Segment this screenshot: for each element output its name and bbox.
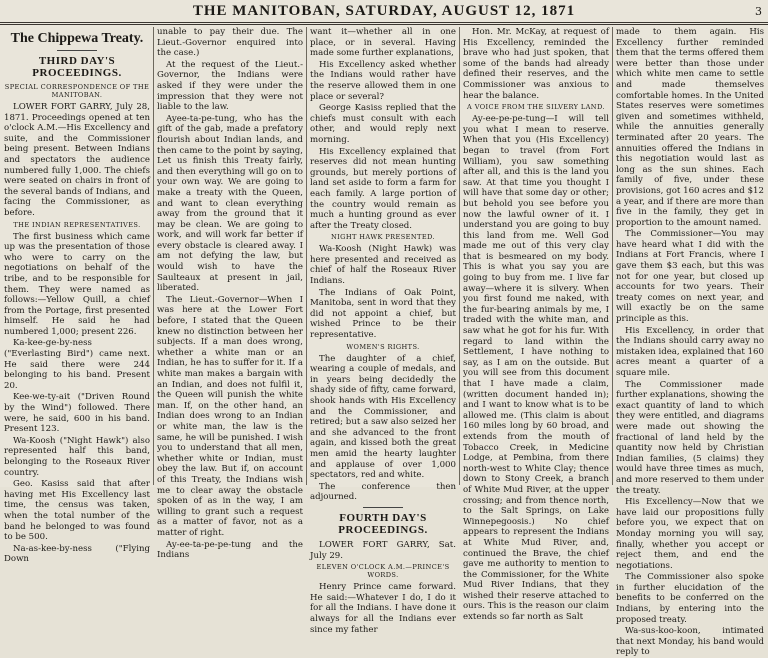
- paragraph: The Indians of Oak Point, Manitoba, sent in word that they did not appoint a chief, but wished Prince to be their representative.: [310, 287, 456, 341]
- column-rule: [459, 27, 460, 485]
- paragraph: unable to pay their due. The Lieut.-Governor enquired into the case.): [157, 27, 303, 59]
- paragraph: Geo. Kasiss said that after having met His Excellency last time, the census was taken, when the total number of the band he belonged to was found to be 500.: [4, 479, 150, 543]
- column-3: [310, 27, 456, 635]
- article-heading: The Chippewa Treaty.: [10, 31, 144, 46]
- paragraph: His Excellency asked whether the Indians would rather have the reserve allowed them in one place or several?: [310, 59, 456, 102]
- paragraph: The Commissioner also spoke in further elucidation of the benefits to be conferred on the Indians, by entering into the proposed treaty.: [616, 572, 764, 625]
- paragraph: Ayee-ta-pe-tung, who has the gift of the gab, made a prefatory flourish about Indian lands, and then came to the point by saying, Let us finish this Treaty fairly, and then everything will go on to your own way. We are going to make a treaty with the Queen, and want to clean everything away from the ground that it may be clean. We are going to work, and will work far better if every obstacle is cleared away. I am not defying the law, but would wish to have the Saulteaux at present in jail, liberated.: [157, 113, 303, 294]
- article-subheading: THIRD DAY'S PROCEEDINGS.: [32, 55, 122, 79]
- paragraph: want it—whether all in one place, or in several. Having made some further explanations,: [310, 27, 456, 59]
- paragraph: The Lieut.-Governor—When I was here at the Lower Fort before, I stated that the Queen knew no distinction between her subjects. If a man does wrong, whether a white man or an Indian, he has to suffer for it. If a white man makes a bargain with an Indian, and does not fulfil it, the Queen will punish the white man. If, on the other hand, an Indian does wrong to an Indian or white man, the law is the same, he will be punished. I wish you to understand that all men, whether white or Indian, must obey the law. But if, on account of this Treaty, the Indians wish me to clear away the obstacle spoken of as in the way, I am willing to grant such a request as a matter of favor, not as a matter of right.: [157, 294, 303, 538]
- column-rule: [153, 27, 154, 485]
- paragraph: Wa-sus-koo-koon, intimated that next Monday, his band would reply to: [616, 626, 764, 658]
- paragraph: The first business which came up was the presentation of those who were to carry on the negotiations on behalf of the tribe, and to be responsible for them. They were named as follows:—Yellow Quill, a chief from the Portage, first presented himself. He said he had numbered 1,000; present 226.: [4, 231, 150, 337]
- column-1: [4, 27, 150, 565]
- section-heading: WOMEN'S RIGHTS.: [346, 342, 420, 351]
- paragraph: Ay-ee-pe-pe-tung—I will tell you what I mean to reserve. When that you (His Excellency) began to travel (from Fort William), you saw something after all, and this is the land you saw. At that time you thought I will have that some day or other; but behold you see before you now the lawful owner of it. I understand you are going to buy this land from me. Well God made me out of this very clay that is besmeared on my body. This is what you say you are going to buy from me. I live far away—where it is silvery. When you first found me naked, with the fur-bearing animals by me, I traded with the white man, and saw what he got for his fur. With regard to land within the Settlement, I have nothing to say, as I am on the outside. But you will see from this document that I have made a claim, (written document handed in); and I want to know what is to be allowed me. (This claim is about 160 miles long by 60 broad, and extends from the mouth of Tobacco Creek, in Medicine Lodge, at Pembina, from there north-west to White Clay; thence down to Stony Creek, a branch of White Mud River, at the upper crossing; and from thence north, to the Salt Springs, on Lake Winnepegoosis.) No chief appears to represent the Indians at White Mud River, and, continued the Brave, the chief gave me authority to mention to the Commissioner, for the White Mud River Indians, that they wished their reserve attached to ours. This is the reason our claim extends so far north as Salt: [463, 114, 609, 623]
- paragraph: George Kasiss replied that the chiefs must consult with each other, and would reply next morning.: [310, 103, 456, 145]
- column-5: [616, 27, 764, 658]
- masthead: [0, 0, 768, 23]
- paragraph: Ay-ee-ta-pe-pe-tung and the Indians: [157, 539, 303, 561]
- column-2: [157, 27, 303, 561]
- section-heading: THE INDIAN REPRESENTATIVES.: [13, 220, 141, 229]
- paragraph: Wa-Koosh ("Night Hawk") also represented half this band, belonging to the Roseaux River country.: [4, 435, 150, 478]
- paragraph: His Excellency—Now that we have laid our propositions fully before you, we expect that on Monday morning you will say, finally, whether you accept or reject them, and end the negotiations.: [616, 497, 764, 571]
- paragraph: Wa-Koosh (Night Hawk) was here presented and received as chief of half the Roseaux River Indians.: [310, 244, 456, 287]
- masthead-title: THE MANITOBAN, SATURDAY, AUGUST 12, 1871: [192, 3, 576, 19]
- paragraph: made to them again. His Excellency further reminded them that the terms offered them were better than those under which white men came to settle and made themselves comfortable homes. In the United States reserves were sometimes given and sometimes withheld, while the annuities generally terminated after 20 years. The annuities offered the Indians in this negotiation would last as long as the sun shines. Each family of five, under these provisions, got 160 acres and $12 a year, and if there are more than five in the family, they get in proportion to the amount named.: [616, 27, 764, 228]
- paragraph: His Excellency, in order that the Indians should carry away no mistaken idea, explained that 160 acres meant a quarter of a square mile.: [616, 325, 764, 378]
- column-4: [463, 27, 609, 623]
- paragraph: The Commissioner made further explanations, showing the exact quantity of land to which they were entitled, and diagrams were made out showing the fractional of land held by the quantity now held by Christian Indian families, (5 claims) they would have three times as much, and more reserved to them under the treaty.: [616, 379, 764, 496]
- page-number: 3: [755, 5, 762, 18]
- paragraph: The Commissioner—You may have heard what I did with the Indians at Fort Francis, where I gave them $3 each, but this was not for one year, but closed up accounts for two years. Their treaty comes on next year, and will exactly be on the same principle as this.: [616, 229, 764, 325]
- paragraph: Ka-kee-ge-by-ness ("Everlasting Bird") came next. He said there were 244 belonging to his band. Present 20.: [4, 338, 150, 391]
- paragraph: The conference then adjourned.: [310, 481, 456, 503]
- column-rule: [306, 27, 307, 485]
- section-heading: ELEVEN O'CLOCK A.M.—PRINCE'S WORDS.: [316, 563, 450, 580]
- correspondence-line: SPECIAL CORRESPONDENCE OF THE MANITOBAN.: [4, 83, 150, 99]
- article-subheading: FOURTH DAY'S PROCEEDINGS.: [338, 511, 428, 536]
- paragraph: Na-as-kee-by-ness ("Flying Down: [4, 543, 150, 565]
- section-heading: A VOICE FROM THE SILVERY LAND.: [467, 103, 605, 112]
- paragraph: LOWER FORT GARRY, Sat. July 29.: [310, 539, 456, 561]
- column-rule: [612, 27, 613, 485]
- divider: [57, 50, 97, 51]
- paragraph: LOWER FORT GARRY, July 28, 1871. Proceedings opened at ten o'clock A.M.—His Excellency and suite, and the Commissioner being present. Between Indians and spectators the audience numbered fully 1,000. The chiefs were seated on chairs in front of the several bands of Indians, and facing the Commissioner, as before.: [4, 102, 150, 218]
- masthead-rule: [0, 24, 768, 25]
- paragraph: Kee-we-ty-ait ("Driven Round by the Wind") followed. There were, he said, 600 in his band. Present 123.: [4, 392, 150, 435]
- divider: [363, 507, 403, 508]
- paragraph: The daughter of a chief, wearing a couple of medals, and in years being decidedly the shady side of fifty, came forward, shook hands with His Excellency and the Commissioner, and retired; but a saw also seized her and she advanced to the front again, and kissed both the great men amid the hearty laughter and applause of over 1,000 spectators, red and white.: [310, 353, 456, 481]
- section-heading: NIGHT HAWK PRESENTED.: [330, 233, 435, 242]
- paragraph: Hon. Mr. McKay, at request of His Excellency, reminded the brave who had just spoken, that some of the bands had already defined their reserves, and the Commissioner was anxious to hear the balance.: [463, 27, 609, 101]
- paragraph: Henry Prince came forward. He said:—Whatever I do, I do it for all the Indians. I have done it always for all the Indians ever since my father: [310, 582, 456, 635]
- paragraph: At the request of the Lieut.-Governor, the Indians were asked if they were under the impression that they were not liable to the law.: [157, 59, 303, 113]
- paragraph: His Excellency explained that reserves did not mean hunting grounds, but merely portions of land set aside to form a farm for each family. A large portion of the country would remain as much a hunting ground as ever after the Treaty closed.: [310, 146, 456, 231]
